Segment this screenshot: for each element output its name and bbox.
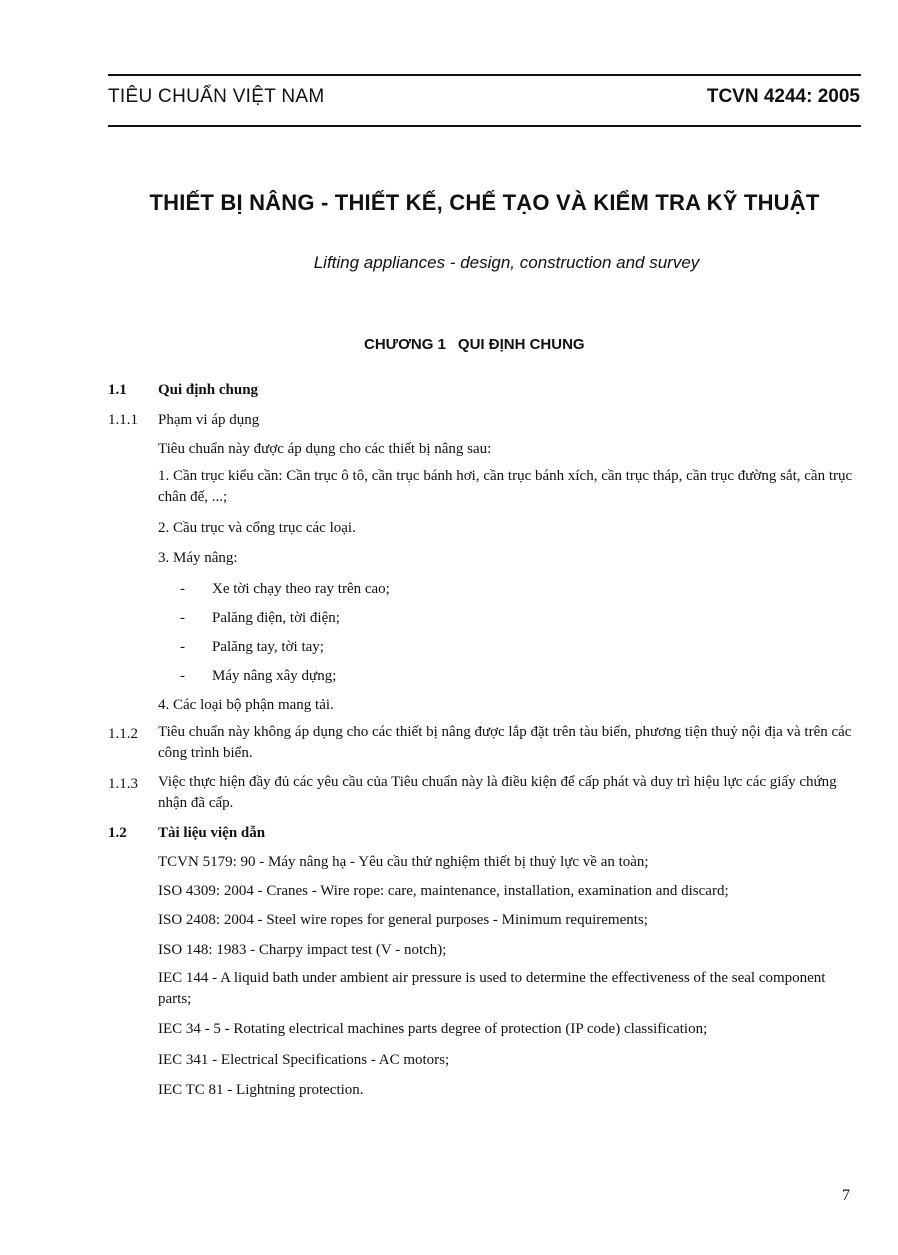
- reference-item: TCVN 5179: 90 - Máy nâng hạ - Yêu cầu thử nghiệm thiết bị thuỷ lực về an toàn;: [158, 854, 649, 870]
- reference-item: IEC 341 - Electrical Specifications - AC motors;: [158, 1052, 450, 1068]
- section-title: Tài liệu viện dẫn: [158, 825, 266, 841]
- list-item: 2. Cầu trục và cổng trục các loại.: [158, 520, 356, 536]
- reference-item: IEC 34 - 5 - Rotating electrical machines parts degree of protection (IP code) classification;: [158, 1021, 708, 1037]
- reference-item: IEC TC 81 - Lightning protection.: [158, 1082, 364, 1098]
- sub-list-item: Palăng điện, tời điện;: [212, 610, 340, 626]
- reference-item: ISO 2408: 2004 - Steel wire ropes for general purposes - Minimum requirements;: [158, 912, 648, 928]
- reference-item: ISO 148: 1983 - Charpy impact test (V - notch);: [158, 942, 447, 958]
- subsection-number: 1.1.3: [108, 776, 138, 792]
- paragraph: Tiêu chuẩn này không áp dụng cho các thiết bị nâng được lắp đặt trên tàu biển, phương tiện thuỷ nội địa và trên các công trình biển.: [158, 724, 852, 761]
- dash-bullet: -: [180, 668, 185, 684]
- header-top-rule: [108, 74, 861, 76]
- dash-bullet: -: [180, 581, 185, 597]
- section-number: 1.2: [108, 825, 127, 841]
- paragraph: Việc thực hiện đầy đủ các yêu cầu của Tiêu chuẩn này là điều kiện để cấp phát và duy trì hiệu lực các giấy chứng nhận đã cấp.: [158, 774, 837, 811]
- list-item: 4. Các loại bộ phận mang tải.: [158, 697, 334, 713]
- subsection-title: Phạm vi áp dụng: [158, 412, 260, 428]
- header-standard-code: TCVN 4244: 2005: [706, 86, 860, 107]
- subsection-number: 1.1.2: [108, 726, 138, 742]
- reference-item: ISO 4309: 2004 - Cranes - Wire rope: care, maintenance, installation, examination and discard;: [158, 883, 729, 899]
- list-item: 1. Cần trục kiểu cần: Cần trục ô tô, cần trục bánh hơi, cần trục bánh xích, cần trục tháp, cần trục đường sắt, cần trục chân đế, ...;: [158, 468, 853, 505]
- paragraph: Tiêu chuẩn này được áp dụng cho các thiết bị nâng sau:: [158, 441, 492, 457]
- sub-list-item: Xe tời chạy theo ray trên cao;: [212, 581, 390, 597]
- sub-list-item: Máy nâng xây dựng;: [212, 668, 337, 684]
- subsection-number: 1.1.1: [108, 412, 138, 428]
- chapter-heading: [364, 336, 585, 353]
- header-standard-name: TIÊU CHUẨN VIỆT NAM: [108, 86, 325, 107]
- dash-bullet: -: [180, 639, 185, 655]
- section-number: 1.1: [108, 382, 127, 398]
- header-bottom-rule: [108, 125, 861, 127]
- dash-bullet: -: [180, 610, 185, 626]
- document-title: THIẾT BỊ NÂNG - THIẾT KẾ, CHẾ TẠO VÀ KIỂM TRA KỸ THUẬT: [149, 190, 820, 215]
- list-item: 3. Máy nâng:: [158, 550, 238, 566]
- page-number: 7: [842, 1187, 850, 1204]
- chapter-number: CHƯƠNG 1: [364, 336, 446, 353]
- chapter-name: QUI ĐỊNH CHUNG: [457, 336, 585, 353]
- reference-item: IEC 144 - A liquid bath under ambient air pressure is used to determine the effectiveness of the seal component parts;: [158, 970, 826, 1007]
- document-subtitle: Lifting appliances - design, construction and survey: [313, 253, 700, 272]
- sub-list-item: Palăng tay, tời tay;: [212, 639, 324, 655]
- section-title: Qui định chung: [158, 382, 259, 398]
